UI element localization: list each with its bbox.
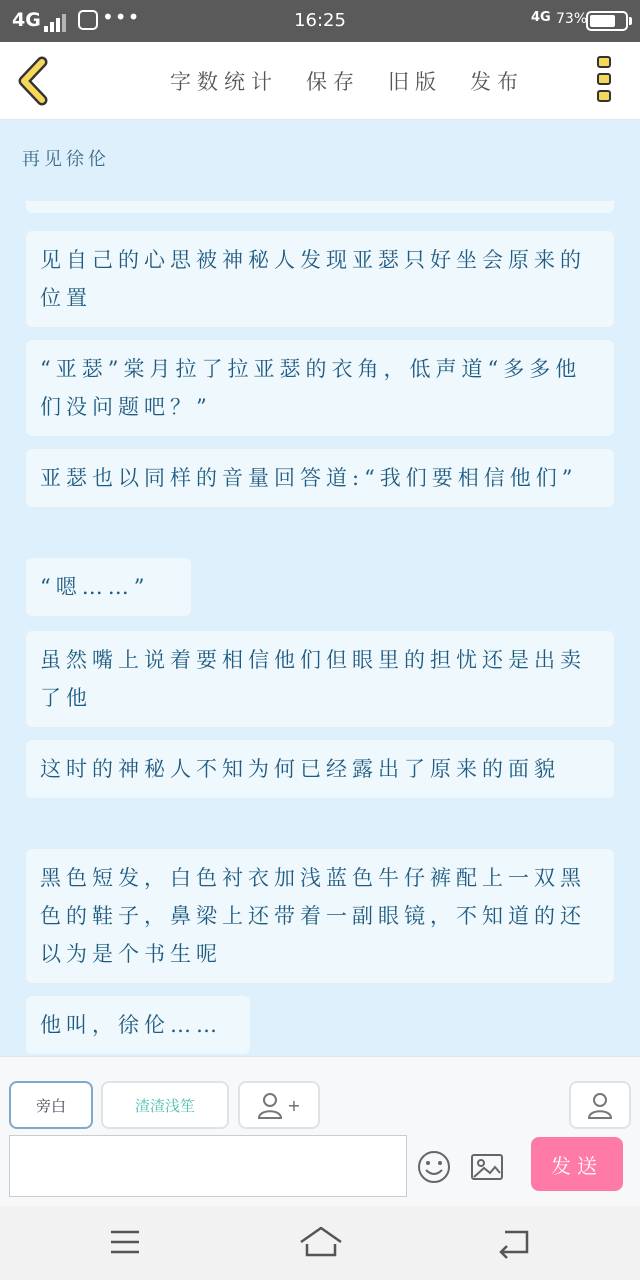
home-icon [298, 1224, 344, 1260]
message-bubble-partial [26, 201, 614, 213]
emoji-icon [416, 1149, 452, 1185]
publish-button[interactable]: 发布 [470, 70, 524, 94]
send-button-label: 发送 [551, 1153, 603, 1178]
character-chip[interactable] [101, 1081, 229, 1129]
chevron-left-icon [12, 54, 62, 108]
person-icon [257, 1091, 283, 1119]
profile-button[interactable] [569, 1081, 631, 1129]
top-menu [170, 66, 552, 96]
message-bubble[interactable] [26, 996, 250, 1054]
top-toolbar [0, 42, 640, 120]
network-type-right: 4G [531, 10, 551, 25]
battery-percent: 73% [556, 11, 588, 27]
message-text: 黑色短发，白色衬衣加浅蓝色牛仔裤配上一双黑色的鞋子，鼻梁上还带着一副眼镜，不知道的还以为是个书生呢 [40, 866, 586, 966]
message-bubble[interactable] [26, 849, 614, 983]
message-text: 见自己的心思被神秘人发现亚瑟只好坐会原来的位置 [40, 248, 586, 310]
message-text: 虽然嘴上说着要相信他们但眼里的担忧还是出卖了他 [40, 648, 586, 710]
save-button[interactable]: 保存 [306, 70, 360, 94]
back-icon [495, 1224, 535, 1260]
message-input[interactable] [9, 1135, 407, 1197]
message-bubble[interactable] [26, 631, 614, 727]
message-text: 亚瑟也以同样的音量回答道:“我们要相信他们” [40, 466, 578, 490]
chat-title: 再见徐伦 [22, 149, 110, 170]
menu-icon [105, 1224, 145, 1260]
battery-icon [586, 11, 628, 31]
message-text: “亚瑟”棠月拉了拉亚瑟的衣角，低声道“多多他们没问题吧？” [40, 357, 582, 419]
message-text: 他叫，徐伦…… [40, 1013, 222, 1037]
emoji-button[interactable] [416, 1149, 452, 1185]
word-count-button[interactable]: 字数统计 [170, 70, 278, 94]
narration-chip-label: 旁白 [35, 1096, 66, 1115]
chat-area[interactable] [0, 121, 640, 1056]
message-bubble[interactable] [26, 231, 614, 327]
add-icon: + [287, 1095, 301, 1115]
input-toolbar [0, 1056, 640, 1206]
more-notifications-icon: ••• [102, 5, 141, 29]
home-button[interactable] [298, 1224, 344, 1260]
image-button[interactable] [469, 1149, 505, 1185]
character-chip-label: 渣渣浅笙 [134, 1096, 195, 1115]
battery-fill [590, 15, 615, 27]
person-icon [587, 1091, 613, 1119]
system-nav-bar [0, 1206, 640, 1280]
add-character-button[interactable] [238, 1081, 320, 1129]
send-button[interactable] [531, 1137, 623, 1191]
message-text: “嗯……” [40, 575, 150, 599]
narration-chip[interactable] [9, 1081, 93, 1129]
message-bubble[interactable] [26, 340, 614, 436]
image-icon [469, 1149, 505, 1185]
menu-button[interactable] [105, 1224, 145, 1260]
old-version-button[interactable]: 旧版 [388, 70, 442, 94]
message-bubble[interactable] [26, 740, 614, 798]
message-text: 这时的神秘人不知为何已经露出了原来的面貌 [40, 757, 560, 781]
clock: 16:25 [294, 10, 346, 31]
network-type: 4G [12, 9, 41, 31]
back-nav-button[interactable] [495, 1224, 535, 1260]
status-bar [0, 0, 640, 42]
message-bubble[interactable] [26, 449, 614, 507]
message-bubble[interactable] [26, 558, 191, 616]
back-button[interactable] [12, 54, 62, 108]
more-vertical-icon[interactable] [594, 56, 614, 108]
